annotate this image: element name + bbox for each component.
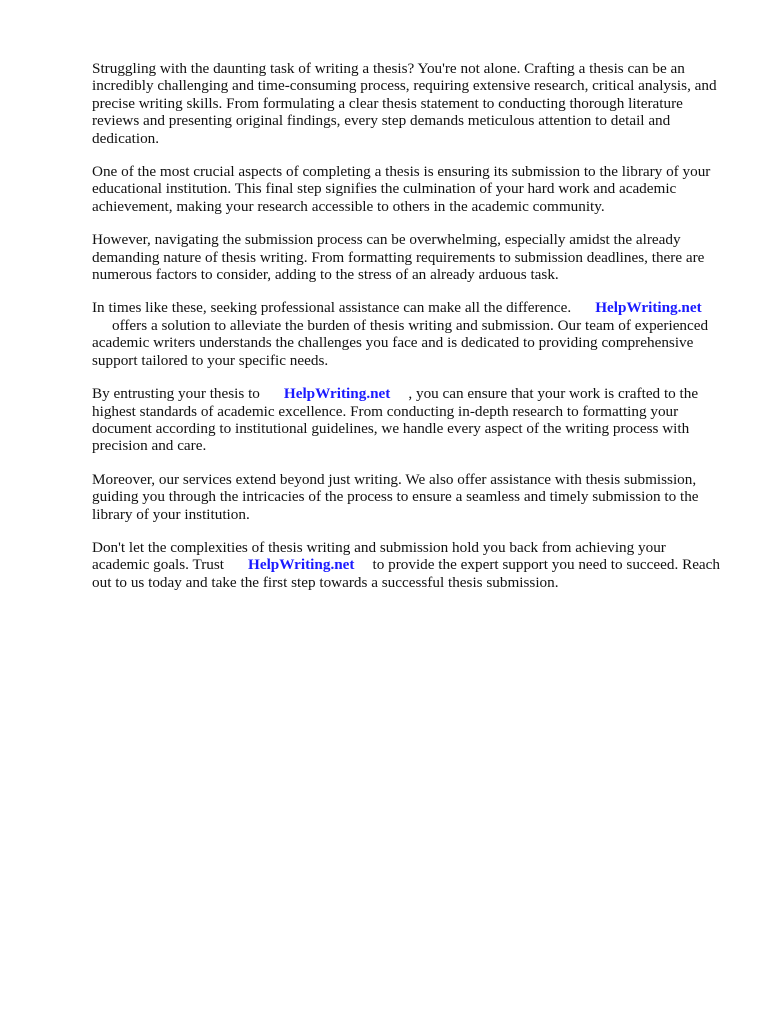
paragraph-text: to provide the expert support you need to succeed. Reach out to us today and take the first step towards a successful thesis submission. [92, 556, 721, 591]
helpwriting-link[interactable]: HelpWriting.net [283, 385, 391, 403]
helpwriting-link[interactable]: HelpWriting.net [595, 299, 702, 317]
paragraph-call-to-action [92, 539, 722, 591]
helpwriting-link[interactable]: HelpWriting.net [248, 556, 355, 574]
paragraph-professional-assistance [92, 299, 722, 369]
paragraph-submission-process: However, navigating the submission process can be overwhelming, especially amidst the already demanding nature of thesis writing. From formatting requirements to submission deadlines, there are numerous factors to consider, adding to the stress of an already arduous task. [92, 231, 705, 284]
paragraph-library-submission: One of the most crucial aspects of completing a thesis is ensuring its submission to the library of your educational institution. This final step signifies the culmination of your hard work and academic achievement, making your research accessible to others in the academic community. [92, 163, 711, 215]
paragraph-entrusting [92, 385, 722, 455]
document-page [92, 60, 722, 607]
paragraph-text: Don't let the complexities of thesis writing and submission hold you back from achieving your academic goals. Trust [92, 538, 666, 574]
paragraph-text: By entrusting your thesis to [92, 385, 260, 403]
paragraph-services: Moreover, our services extend beyond just writing. We also offer assistance with thesis submission, guiding you through the intricacies of the process to ensure a seamless and timely submission to the library of your institution. [92, 470, 699, 523]
paragraph-intro: Struggling with the daunting task of writing a thesis? You're not alone. Crafting a thesis can be an incredibly challenging and time-consuming process, requiring extensive research, critical analysis, and precise writing skills. From formulating a clear thesis statement to conducting thorough literature reviews and presenting original findings, every step demands meticulous attention to detail and dedication. [92, 60, 717, 147]
paragraph-text: offers a solution to alleviate the burden of thesis writing and submission. Our team of experienced academic writers understands the challenges you face and is dedicated to providing comprehensive support tailored to your specific needs. [92, 316, 709, 369]
paragraph-text: In times like these, seeking professional assistance can make all the difference. [92, 299, 572, 317]
paragraph-text: , you can ensure that your work is crafted to the highest standards of academic excellence. From conducting in-depth research to formatting your document according to institutional guidelines, we handle every aspect of the writing process with precision and care. [92, 385, 699, 455]
